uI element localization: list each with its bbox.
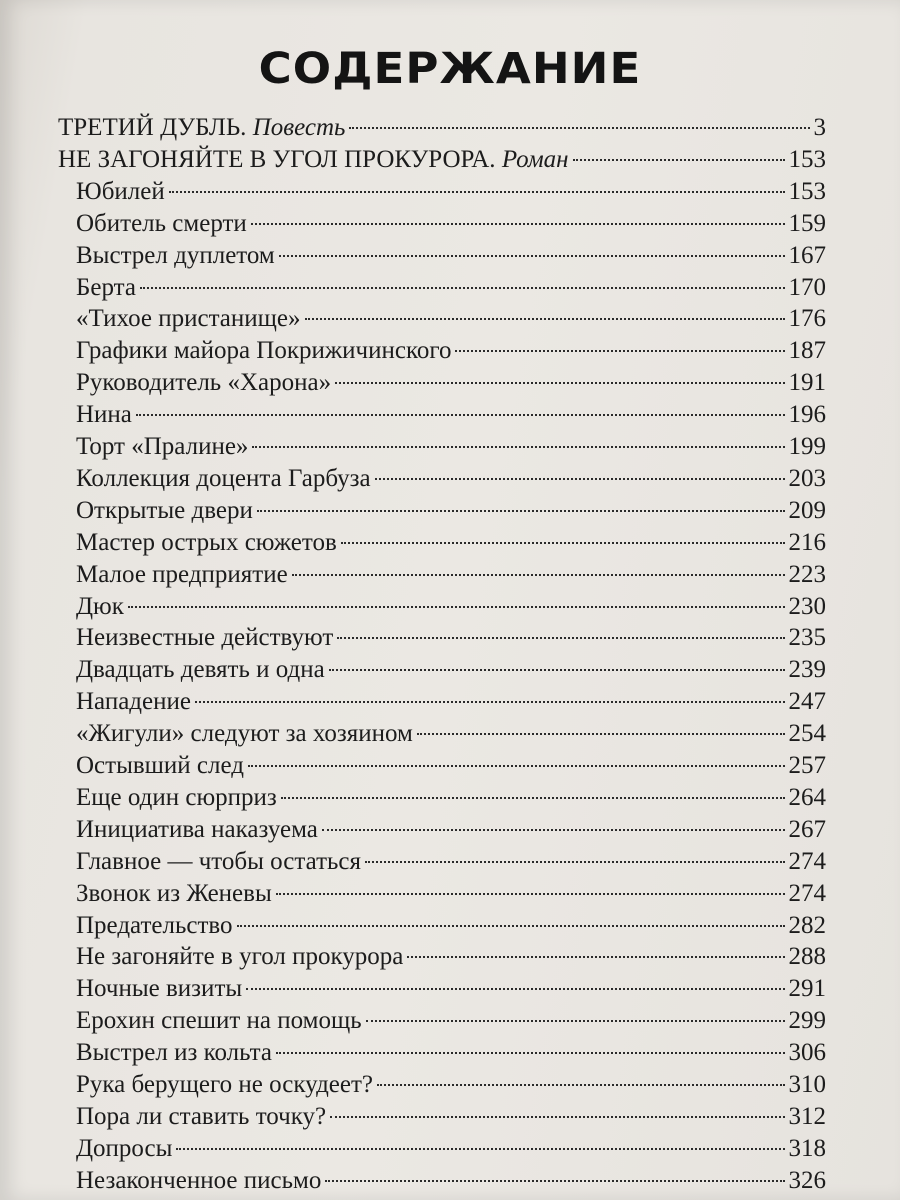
toc-chapter-row	[76, 622, 826, 654]
entry-title-text: Допросы	[76, 1134, 173, 1162]
entry-title-text: Остывший след	[76, 752, 244, 779]
dot-leader	[330, 1116, 784, 1118]
entry-title-text: Главное — чтобы остаться	[76, 847, 361, 875]
dot-leader	[417, 733, 785, 735]
toc-chapter-row	[76, 1037, 826, 1069]
chapter-title	[76, 495, 253, 527]
toc-chapter-row	[76, 303, 826, 335]
page-number: 167	[788, 241, 826, 269]
dot-leader	[335, 382, 784, 384]
toc-chapter-row	[76, 495, 826, 527]
toc-chapter-row	[76, 814, 826, 846]
dot-leader	[377, 1084, 785, 1086]
entry-title-text: Еще один сюрприз	[76, 783, 277, 811]
chapter-title	[76, 654, 325, 686]
page-number: 288	[788, 943, 826, 971]
chapter-title	[76, 591, 124, 623]
toc-chapter-row	[76, 910, 826, 942]
page-number: 153	[788, 145, 826, 173]
page-number: 306	[788, 1039, 826, 1067]
chapter-title	[76, 176, 165, 208]
chapter-title	[76, 463, 371, 495]
page-number: 159	[788, 209, 826, 237]
dot-leader	[366, 1020, 785, 1022]
page-number: 326	[788, 1166, 826, 1194]
page-number: 153	[788, 177, 826, 205]
page-number: 196	[788, 401, 826, 429]
entry-title-text: Берта	[76, 273, 136, 301]
page-number: 264	[788, 783, 826, 811]
page-number: 223	[788, 560, 826, 588]
page-number: 230	[788, 592, 826, 620]
toc-chapter-row	[76, 399, 826, 431]
toc-chapter-row	[76, 718, 826, 750]
chapter-title	[76, 1133, 172, 1165]
chapter-title	[76, 1165, 321, 1197]
chapter-title	[76, 782, 277, 814]
dot-leader	[248, 765, 785, 767]
dot-leader	[341, 542, 785, 544]
dot-leader	[349, 127, 809, 129]
chapter-title	[76, 878, 272, 910]
page-number: 318	[788, 1134, 826, 1162]
entry-title-text: Юбилей	[76, 177, 165, 205]
toc-chapter-row	[76, 463, 826, 495]
chapter-title	[76, 559, 288, 591]
entry-title-text: Графики майора Покрижичинского	[76, 337, 452, 365]
entry-title-text: Торт «Пралине»	[76, 433, 249, 460]
chapter-title	[76, 335, 451, 367]
entry-title-text: Нападение	[76, 688, 191, 716]
dot-leader	[573, 159, 785, 161]
page-number: 187	[788, 337, 826, 365]
chapter-title	[76, 272, 136, 304]
toc-chapter-row	[76, 208, 826, 240]
page-number: 170	[788, 273, 826, 301]
dot-leader	[136, 414, 785, 416]
entry-title-text: Руководитель «Харона»	[76, 369, 332, 397]
entry-title-text: Не загоняйте в угол прокурора	[76, 943, 404, 971]
dot-leader	[246, 988, 784, 990]
toc-chapter-row	[76, 750, 826, 782]
toc-chapter-row	[76, 176, 826, 208]
entry-title-text: Обитель смерти	[76, 209, 247, 237]
page-number: 267	[788, 815, 826, 843]
toc-chapter-row	[76, 272, 826, 304]
toc-chapter-row	[76, 878, 826, 910]
part-genre: Повесть	[252, 114, 346, 141]
toc-chapter-row	[76, 1165, 826, 1197]
entry-title-text: Рука берущего не оскудеет?	[76, 1071, 373, 1098]
chapter-title	[76, 1101, 326, 1133]
dot-leader	[195, 701, 785, 703]
page-number: 3	[813, 114, 826, 141]
dot-leader	[237, 925, 785, 927]
chapter-title	[76, 1037, 272, 1069]
entry-title-text: Ерохин спешит на помощь	[76, 1007, 362, 1035]
entry-title-text: Нина	[76, 401, 132, 429]
page-number: 312	[788, 1102, 826, 1130]
chapter-title	[76, 941, 403, 973]
toc-chapter-row	[76, 1133, 826, 1165]
entry-title-text: ТРЕТИЙ ДУБЛЬ.	[58, 114, 247, 141]
chapter-title	[76, 240, 275, 272]
toc-chapter-row	[76, 591, 826, 623]
toc-part-row	[58, 112, 826, 144]
chapter-title	[76, 208, 247, 240]
toc-chapter-row	[76, 335, 826, 367]
entry-title-text: Неизвестные действуют	[76, 624, 334, 652]
chapter-title	[76, 622, 333, 654]
toc-chapter-row	[76, 654, 826, 686]
toc-chapter-row	[76, 846, 826, 878]
page-number: 274	[788, 847, 826, 875]
page-number: 247	[788, 688, 826, 716]
entry-title-text: Двадцать девять и одна	[76, 656, 325, 684]
page-number: 274	[788, 879, 826, 907]
entry-title-text: «Тихое пристанище»	[76, 305, 301, 333]
toc-chapter-row	[76, 1101, 826, 1133]
dot-leader	[329, 669, 785, 671]
entry-title-text: Незаконченное письмо	[76, 1166, 322, 1194]
page-number: 310	[788, 1071, 826, 1098]
page-number: 239	[788, 656, 826, 684]
toc-chapter-row	[76, 559, 826, 591]
page-number: 282	[788, 911, 826, 939]
page-number: 209	[788, 496, 826, 524]
page-number: 299	[788, 1007, 826, 1035]
chapter-title	[76, 718, 413, 750]
dot-leader	[276, 1052, 785, 1054]
dot-leader	[176, 1148, 784, 1150]
entry-title-text: «Жигули» следуют за хозяином	[76, 720, 413, 748]
part-title	[58, 144, 569, 176]
page-number: 216	[788, 528, 826, 556]
dot-leader	[257, 510, 785, 512]
page-number: 291	[788, 975, 826, 1003]
entry-title-text: Открытые двери	[76, 496, 253, 524]
toc-chapter-row	[76, 431, 826, 463]
entry-title-text: Малое предприятие	[76, 560, 288, 588]
page-number: 176	[788, 305, 826, 333]
dot-leader	[322, 829, 785, 831]
toc-chapter-row	[76, 941, 826, 973]
part-title	[58, 112, 345, 144]
dot-leader	[281, 797, 785, 799]
chapter-title	[76, 1005, 362, 1037]
chapter-title	[76, 431, 248, 463]
entry-title-text: Пора ли ставить точку?	[76, 1102, 327, 1130]
toc-chapter-row	[76, 973, 826, 1005]
dot-leader	[140, 287, 785, 289]
dot-leader	[251, 223, 785, 225]
entry-title-text: Предательство	[76, 911, 233, 939]
dot-leader	[365, 861, 785, 863]
entry-title-text: НЕ ЗАГОНЯЙТЕ В УГОЛ ПРОКУРОРА.	[58, 145, 496, 173]
part-genre: Роман	[501, 145, 569, 173]
dot-leader	[252, 446, 784, 448]
entry-title-text: Коллекция доцента Гарбуза	[76, 464, 371, 492]
toc-chapter-row	[76, 367, 826, 399]
dot-leader	[305, 318, 785, 320]
toc-part-row	[58, 144, 826, 176]
dot-leader	[128, 606, 785, 608]
entry-title-text: Ночные визиты	[76, 975, 243, 1003]
chapter-title	[76, 303, 301, 335]
chapter-title	[76, 973, 242, 1005]
page-number: 203	[788, 464, 826, 492]
chapter-title	[76, 910, 233, 942]
page-title: СОДЕРЖАНИЕ	[258, 44, 642, 94]
dot-leader	[276, 893, 785, 895]
chapter-title	[76, 367, 331, 399]
dot-leader	[325, 1180, 784, 1182]
toc-chapter-row	[76, 527, 826, 559]
chapter-title	[76, 399, 132, 431]
chapter-title	[76, 750, 244, 782]
toc-chapter-row	[76, 782, 826, 814]
chapter-title	[76, 846, 361, 878]
dot-leader	[169, 191, 785, 193]
chapter-title	[76, 1069, 373, 1101]
entry-title-text: Мастер острых сюжетов	[76, 528, 337, 556]
dot-leader	[455, 350, 784, 352]
dot-leader	[375, 478, 785, 480]
chapter-title	[76, 814, 318, 846]
page-number: 254	[788, 720, 826, 748]
page-number: 235	[788, 624, 826, 652]
entry-title-text: Дюк	[76, 592, 124, 620]
toc-chapter-row	[76, 686, 826, 718]
toc-chapter-row	[76, 1069, 826, 1101]
page-number: 199	[788, 433, 826, 460]
toc-chapter-row	[76, 240, 826, 272]
dot-leader	[292, 574, 785, 576]
toc-chapter-row	[76, 1005, 826, 1037]
page-number: 191	[788, 369, 826, 397]
chapter-title	[76, 686, 191, 718]
dot-leader	[337, 637, 784, 639]
entry-title-text: Звонок из Женевы	[76, 879, 272, 907]
dot-leader	[279, 255, 785, 257]
entry-title-text: Выстрел из кольта	[76, 1039, 272, 1067]
entry-title-text: Выстрел дуплетом	[76, 241, 275, 269]
page-number: 257	[788, 752, 826, 779]
dot-leader	[407, 956, 784, 958]
entry-title-text: Инициатива наказуема	[76, 815, 318, 843]
chapter-title	[76, 527, 337, 559]
